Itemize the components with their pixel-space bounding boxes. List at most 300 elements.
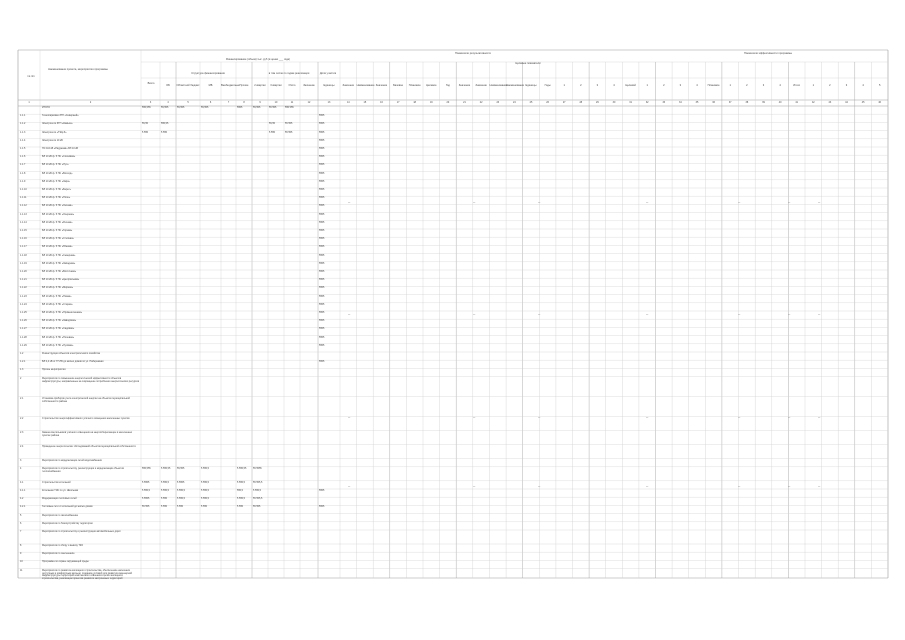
sub-header: Годы — [544, 84, 551, 87]
dash-mark: – — [348, 414, 351, 419]
row-name: Модернизация тепловых сетей — [42, 497, 77, 501]
row-name: ВЛ 10 кВ ф. 5 ПС «Степная» — [42, 237, 74, 241]
row-number: 1.1.19 — [20, 261, 27, 265]
sub-header: Целевое — [426, 84, 437, 87]
sub-header: Наименование — [489, 84, 508, 87]
header-num: № п/п — [27, 75, 35, 78]
row-number: 1.1.23 — [20, 294, 27, 298]
row-number: 1.3 — [20, 368, 24, 372]
row-value: 5555 — [319, 261, 325, 265]
sub-header: Значение — [342, 84, 355, 87]
row-number: 1.2.1 — [20, 360, 26, 364]
row-number: 5 — [20, 513, 22, 517]
row-value: 5555 — [319, 270, 325, 273]
row-number: 1.1.28 — [20, 335, 27, 339]
sub-header: 2 — [580, 84, 582, 87]
row-value: 5555 — [237, 106, 243, 109]
row-value: 555,555 — [142, 106, 151, 109]
row-value: 5 555 — [161, 505, 167, 509]
row-value: 5555 — [319, 171, 325, 175]
row-value: 5555 — [319, 130, 325, 134]
dash-mark: – — [538, 199, 541, 204]
dash-mark: – — [348, 483, 351, 488]
row-number: 2 — [20, 376, 22, 380]
dash-mark: – — [788, 414, 791, 419]
header-finance: Финансирование (объем) тыс. руб (в ценах ___ года) — [226, 58, 290, 61]
row-number: 6 — [20, 521, 22, 525]
sub-header: ОБ — [166, 84, 170, 87]
row-name: ВЛ 10 кВ ф. 5 ПС «Садовая» — [42, 327, 75, 331]
column-number: 22 — [479, 100, 483, 104]
row-name: ВЛ 10 кВ ф. 5 ПС «Заводская» — [42, 319, 77, 323]
row-value: 5 555,5 — [177, 489, 185, 492]
row-value: 55,555 — [161, 106, 169, 109]
row-number: 1.1.15 — [20, 229, 27, 232]
column-number: 36 — [712, 100, 715, 104]
header-eff: Показатели эффективности программы — [744, 52, 792, 55]
row-name: Мероприятия по модернизации сетей водоснабжения — [42, 458, 102, 462]
row-number: 8 — [20, 544, 22, 547]
column-number: 41 — [795, 100, 799, 104]
column-number: 35 — [695, 100, 699, 104]
column-number: 27 — [562, 100, 566, 104]
row-number: 2.1 — [20, 396, 24, 400]
row-value: 5 555,5 — [177, 497, 185, 501]
dash-mark: – — [473, 199, 476, 204]
sub-header: 2 — [829, 84, 831, 87]
row-value: 5555 — [319, 204, 325, 208]
row-name: Электросети «ТЭЦ-5» — [42, 130, 67, 134]
row-name: ВЛ 10 кВ ф. 5 ПС «Луговая» — [42, 343, 74, 347]
row-value: 5555 — [319, 220, 325, 224]
row-value: 5 5555 — [142, 497, 150, 501]
row-value: 5 555 — [237, 505, 243, 509]
row-number: 1.1.6 — [20, 155, 26, 159]
row-number: 1.1.17 — [20, 245, 27, 249]
column-number: 1 — [28, 100, 30, 104]
dash-mark: – — [738, 311, 741, 316]
row-value: 55 555 — [269, 106, 277, 109]
row-name: Замена светильников уличного освещения на энергосберегающие в населенных пунктах района — [42, 430, 133, 437]
row-name: Мероприятия по газоснабжению — [42, 513, 79, 517]
column-number: 2 — [89, 100, 92, 104]
row-name: ВЛ 10 кВ ф. 5 ПС «Промышленная» — [42, 311, 83, 314]
row-value: 5 555 — [142, 130, 148, 134]
row-number: 1.1.25 — [20, 311, 27, 314]
row-value: 5555 — [319, 253, 325, 257]
sub-header: Год — [445, 84, 450, 87]
row-number: 4.2.1 — [20, 505, 26, 509]
row-number: 1.1.29 — [20, 343, 27, 347]
row-name: Строительство энергоэффективного уличного освещения населенных пунктов — [42, 416, 130, 420]
sub-header: 1 — [646, 84, 648, 87]
dash-mark: – — [738, 199, 741, 204]
row-name: ВЛ 10 кВ ф. 5 ПС «Полевая» — [42, 335, 75, 339]
row-value: 5555 — [319, 163, 325, 167]
row-value: 5555 — [319, 489, 325, 492]
row-value: 5555 — [319, 278, 325, 282]
row-value: 5555 — [319, 360, 325, 364]
column-number: 6 — [209, 100, 212, 104]
row-number: 1.1.13 — [20, 212, 27, 216]
dash-mark: – — [788, 311, 791, 316]
row-value: 55 555 — [142, 505, 150, 509]
row-value: 555,55 — [161, 122, 169, 126]
dash-mark: – — [788, 199, 791, 204]
sub-header: 1 — [812, 84, 815, 87]
row-value: 5555 — [319, 147, 325, 150]
column-number: 29 — [596, 100, 599, 104]
dash-mark: – — [788, 483, 791, 488]
sub-header: 3 — [845, 84, 848, 87]
row-value: 5555 — [319, 196, 325, 200]
sub-header: МБ — [208, 84, 213, 87]
dash-mark: – — [738, 483, 741, 488]
column-number: 14 — [346, 100, 350, 104]
sub-header: Значение — [303, 84, 315, 87]
column-number: 31 — [629, 100, 632, 104]
sub-header: 4 — [613, 84, 615, 87]
dash-mark: – — [348, 311, 351, 316]
row-number: 10 — [20, 560, 23, 564]
row-value: 5 555,5 — [201, 480, 209, 484]
sub-header: Плановое — [408, 84, 421, 87]
row-name: ИТОГО — [42, 106, 50, 109]
sub-header: Итого — [288, 84, 296, 87]
row-name: Мероприятия по строительству и реконструкции автомобильных дорог — [42, 530, 121, 533]
row-number: 2.2 — [20, 416, 24, 420]
column-number: 19 — [429, 100, 433, 104]
row-value: 5 555 — [161, 497, 167, 501]
row-value: 5555 — [319, 188, 325, 191]
row-value: 5555 — [319, 302, 325, 306]
sub-header: 2 квартал — [254, 84, 266, 87]
row-name: Мероприятия по развитию жилищного строительства, обеспечению населения доступным и комфортным жильем, созданию условий для развития инженерной инфраструктуры территорий комплексного освоения в целях жилищного строительства, реализации проектов развития застроенных территорий — [42, 568, 132, 581]
row-value: 55,555 — [177, 106, 185, 109]
sub-header: 3 — [679, 84, 682, 87]
row-name: ПС 110 кВ «Радужная» ВЛ 10 кВ — [42, 147, 78, 150]
row-number: 1.1.12 — [20, 204, 27, 208]
row-value: 5 555 — [269, 130, 275, 134]
column-number: 7 — [227, 100, 230, 104]
row-number: 1.1.11 — [20, 196, 27, 200]
sub-header: 3 — [762, 84, 765, 87]
column-number: 12 — [307, 100, 311, 104]
row-name: ВЛ 10 кВ ф. 5 ПС «Мирная» — [42, 286, 74, 290]
sub-header: Единицы — [323, 84, 335, 87]
row-value: 5 555,5 — [142, 489, 150, 492]
header-share: Доля участия — [319, 72, 337, 75]
row-number: 1.1.26 — [20, 319, 27, 323]
row-value: 5555 — [319, 179, 325, 183]
sub-header: Единицы — [525, 84, 537, 87]
row-name: ВЛ 10 кВ ф. 5 ПС «Восточная» — [42, 270, 77, 273]
sub-header: Значение — [375, 84, 388, 87]
sub-header: 4 — [779, 84, 781, 87]
column-number: 33 — [662, 100, 666, 104]
row-value: 5 5555 — [177, 480, 185, 484]
row-number: 1.1.2 — [20, 122, 26, 126]
dash-mark: – — [646, 199, 649, 204]
row-value: 55 555 — [253, 505, 261, 509]
column-number: 11 — [290, 100, 294, 104]
column-number: 9 — [259, 100, 261, 104]
row-value: 5555 — [319, 212, 325, 216]
dash-mark: – — [473, 311, 476, 316]
row-name: Мероприятия по благоустройству территории — [42, 521, 93, 525]
row-value: 5555 — [319, 311, 325, 314]
row-number: 11 — [20, 568, 23, 572]
dash-mark: – — [538, 311, 541, 316]
sub-header: 1 — [729, 84, 731, 87]
row-name: Технопарковая ЗТП «Северный» — [42, 114, 79, 118]
column-number: 30 — [612, 100, 616, 104]
column-number: 16 — [380, 100, 383, 104]
row-value: 5555 — [319, 286, 325, 290]
dash-mark: – — [738, 414, 741, 419]
dash-mark: – — [646, 414, 649, 419]
sub-header: 4 — [696, 84, 698, 87]
row-name: ВЛ 10 кВ ф. 5 ПС «Заря» — [42, 179, 70, 183]
column-number: 15 — [363, 100, 367, 104]
row-name: Мероприятия по строительству, реконструкции и модернизации объектов теплоснабжения — [42, 466, 124, 473]
column-number: 39 — [762, 100, 765, 104]
row-value: 5 555,5 — [253, 489, 261, 492]
header-results: Показатели результативности — [455, 52, 491, 55]
column-number: 3 — [149, 100, 152, 104]
row-number: 7 — [20, 530, 22, 533]
row-number: 1.1.5 — [20, 147, 26, 150]
row-number: 3 — [20, 458, 22, 462]
row-number: 1.1.4 — [20, 138, 26, 142]
row-name: ВЛ 10 кВ ф. 5 ПС «Берег» — [42, 188, 71, 191]
row-value: 5 555,5 — [161, 489, 169, 492]
dash-mark: – — [818, 414, 821, 419]
column-number: 18 — [413, 100, 417, 104]
column-number: 10 — [274, 100, 278, 104]
dash-mark: – — [348, 199, 351, 204]
header-yearly: в том числе по годам реализации — [268, 72, 310, 75]
row-number: 4 — [20, 466, 22, 470]
row-number: 4.1.1 — [20, 489, 26, 492]
row-value: 5555 — [319, 114, 325, 118]
row-value: 5555 — [319, 138, 325, 142]
sub-header: 3 квартал — [270, 84, 282, 87]
sub-header: Плановое — [707, 84, 720, 87]
column-number: 32 — [645, 100, 649, 104]
row-number: 1.1.3 — [20, 130, 26, 134]
column-number: 24 — [513, 100, 516, 104]
row-name: Установка приборов учета электрической энергии на объектах муниципальной собственности района — [42, 396, 130, 403]
sub-header: 1 — [563, 84, 565, 87]
sub-header: Базовое — [393, 84, 404, 87]
header-total: Всего — [147, 82, 155, 85]
row-name: ВЛ 10 кВ ф. 5 ПС «Луч» — [42, 163, 69, 167]
dash-mark: – — [818, 311, 821, 316]
column-number: 4 — [167, 100, 169, 104]
row-number: 1.1.18 — [20, 253, 27, 257]
row-name: Реконструкция объектов электросетевого хозяйства — [42, 352, 100, 355]
column-number: 45 — [861, 100, 865, 104]
row-name: ВЛ 0,4 кВ от ТП-55 до жилых домов по ул. Набережная — [42, 360, 104, 364]
row-number: 1.1.14 — [20, 220, 27, 224]
row-value: 5 555 — [201, 505, 207, 509]
column-number: 20 — [446, 100, 450, 104]
header-targets: Целевые показатели — [515, 62, 541, 65]
row-value: 5555 — [319, 122, 325, 126]
column-number: 37 — [728, 100, 732, 104]
sub-header: Наименование — [506, 84, 525, 87]
row-number: 1.1.24 — [20, 302, 27, 306]
column-number: 13 — [327, 100, 331, 104]
column-number: 42 — [811, 100, 815, 104]
row-number: 1.1.20 — [20, 270, 27, 273]
row-name: Котельная ТЭС по ул. Школьная — [42, 489, 79, 492]
row-value: 55 555 — [285, 122, 293, 126]
row-value: 5 555,5 — [201, 489, 209, 492]
row-value: 55,555 — [201, 106, 209, 109]
row-number: 1.1.10 — [20, 188, 27, 191]
row-name: ВЛ 10 кВ ф. 5 ПС «Южная» — [42, 245, 73, 249]
row-value: 5555 — [319, 294, 325, 298]
row-value: 5 555,5 — [161, 480, 169, 484]
row-value: 5 555,5 — [201, 497, 209, 501]
row-name: ВЛ 10 кВ ф. 5 ПС «Сосновая» — [42, 155, 76, 159]
row-name: Электросети 10 кВ — [42, 138, 63, 142]
column-number: 8 — [243, 100, 245, 104]
row-value: 5555 — [319, 335, 325, 339]
dash-mark: – — [538, 414, 541, 419]
column-number: 34 — [679, 100, 682, 104]
row-name: ВЛ 10 кВ ф. 5 ПС «Северная» — [42, 253, 76, 257]
row-value: 5 555 — [161, 130, 167, 134]
column-number: 17 — [396, 100, 400, 104]
row-number: 1.1.21 — [20, 278, 27, 282]
row-value: 55,55 — [269, 122, 275, 126]
dash-mark: – — [818, 199, 821, 204]
row-number: 9 — [20, 552, 22, 556]
column-number: 23 — [496, 100, 500, 104]
row-name: ВЛ 10 кВ ф. 5 ПС «Речная» — [42, 220, 73, 224]
row-value: 5555 — [319, 237, 325, 241]
sub-header: Областной бюджет — [176, 84, 200, 87]
row-number: 2.3 — [20, 430, 24, 434]
column-number: 40 — [778, 100, 782, 104]
row-value: 5 555,55 — [237, 466, 247, 470]
sub-header: Итого — [793, 84, 801, 87]
header-name: Наименование проекта, мероприятия программы — [48, 68, 108, 71]
sub-header: 2 — [663, 84, 665, 87]
row-value: 55,55 — [142, 122, 148, 126]
row-name: Мероприятия по сбору и вывозу ТКО — [42, 544, 84, 547]
column-number: 46 — [878, 100, 882, 104]
row-value: 5555 — [319, 327, 325, 331]
row-number: 1.1.16 — [20, 237, 27, 241]
row-value: 555,555 — [142, 466, 151, 470]
dash-mark: – — [818, 483, 821, 488]
row-name: ВЛ 10 кВ ф. 5 ПС «Озерная» — [42, 212, 75, 216]
header-struct: Структура финансирования — [191, 72, 225, 75]
row-name: Мероприятия по озеленению — [42, 552, 75, 556]
row-value: 55,555 — [177, 466, 185, 470]
column-number: 38 — [745, 100, 749, 104]
row-value: 5 555 — [177, 505, 183, 509]
row-value: 55,555 — [253, 106, 261, 109]
row-name: Проведение энергетических обследований объектов муниципальной собственности — [42, 444, 136, 448]
row-value: 5 5555 — [142, 480, 150, 484]
row-value: 555,5 — [237, 489, 243, 492]
row-name: ВЛ 10 кВ ф. 5 ПС «Поле» — [42, 196, 71, 200]
row-name: Строительство котельной — [42, 480, 71, 484]
row-value: 5 555,5 — [201, 466, 209, 470]
dash-mark: – — [646, 311, 649, 316]
row-number: 1.2 — [20, 352, 24, 355]
row-value: 5555 — [319, 343, 325, 347]
row-number: 1.1.22 — [20, 286, 27, 290]
row-value: 5555 — [319, 155, 325, 159]
row-value: 5 555,5 — [237, 480, 245, 484]
row-value: 5555 — [319, 505, 325, 509]
column-number: 44 — [845, 100, 848, 104]
row-name: ВЛ 10 кВ ф. 5 ПС «Лесная» — [42, 204, 73, 208]
column-number: 28 — [579, 100, 583, 104]
row-name: Прочие мероприятия — [42, 368, 66, 372]
dash-mark: – — [473, 414, 476, 419]
row-number: 1.1.27 — [20, 327, 27, 331]
row-value: 55 555 — [285, 130, 293, 134]
row-name: Тепловые сети от котельной до жилых домов — [42, 505, 93, 509]
row-number: 2.4 — [20, 444, 24, 448]
row-value: 5 555,5 — [237, 497, 245, 501]
row-number: 4.1 — [20, 480, 24, 484]
sub-header: Значение — [458, 84, 471, 87]
dash-mark: – — [538, 483, 541, 488]
row-number: 1.1.1 — [20, 114, 26, 118]
sub-header: Значение — [475, 84, 487, 87]
row-name: Программа по охране окружающей среды — [42, 560, 89, 564]
column-number: 5 — [187, 100, 189, 104]
row-value: 5555 — [319, 245, 325, 249]
row-value: 555 555 — [285, 106, 294, 109]
column-number: 25 — [529, 100, 533, 104]
row-number: 1.1.7 — [20, 163, 26, 167]
row-name: Мероприятия по повышению энергетической эффективности объектов инфраструктуры, направленные на сокращение потребления энергетических ресурсов — [42, 376, 139, 383]
sub-header: Прочие — [239, 84, 249, 87]
row-value: 55 555,5 — [253, 497, 263, 501]
row-value: 5 555,55 — [161, 466, 171, 470]
column-number: 21 — [463, 100, 466, 104]
row-name: Электросети ЗТП «Камыш» — [42, 122, 73, 126]
spreadsheet-page — [18, 50, 888, 581]
row-name: ВЛ 10 кВ ф. 5 ПС «Восход» — [42, 171, 73, 175]
column-number: 43 — [828, 100, 832, 104]
row-name: ВЛ 10 кВ ф. 5 ПС «Центральная» — [42, 278, 80, 282]
row-number: 1.1.9 — [20, 179, 26, 183]
row-name: ВЛ 10 кВ ф. 5 ПС «Западная» — [42, 261, 76, 265]
row-name: ВЛ 10 кВ ф. 5 ПС «Новая» — [42, 294, 72, 298]
sub-header: 2 — [746, 84, 748, 87]
sub-header: Целевой — [625, 84, 636, 87]
row-number: 1.1.8 — [20, 171, 26, 175]
sub-header: 3 — [596, 84, 599, 87]
column-number: 26 — [546, 100, 549, 104]
row-value: 55 5555 — [253, 466, 262, 470]
row-name: ВЛ 10 кВ ф. 5 ПС «Старая» — [42, 302, 73, 306]
sub-header: Наименование — [356, 84, 375, 87]
row-name: ВЛ 10 кВ ф. 5 ПС «Горная» — [42, 229, 73, 232]
sub-header: 5 — [878, 84, 881, 87]
row-value: 5555 — [319, 229, 325, 232]
